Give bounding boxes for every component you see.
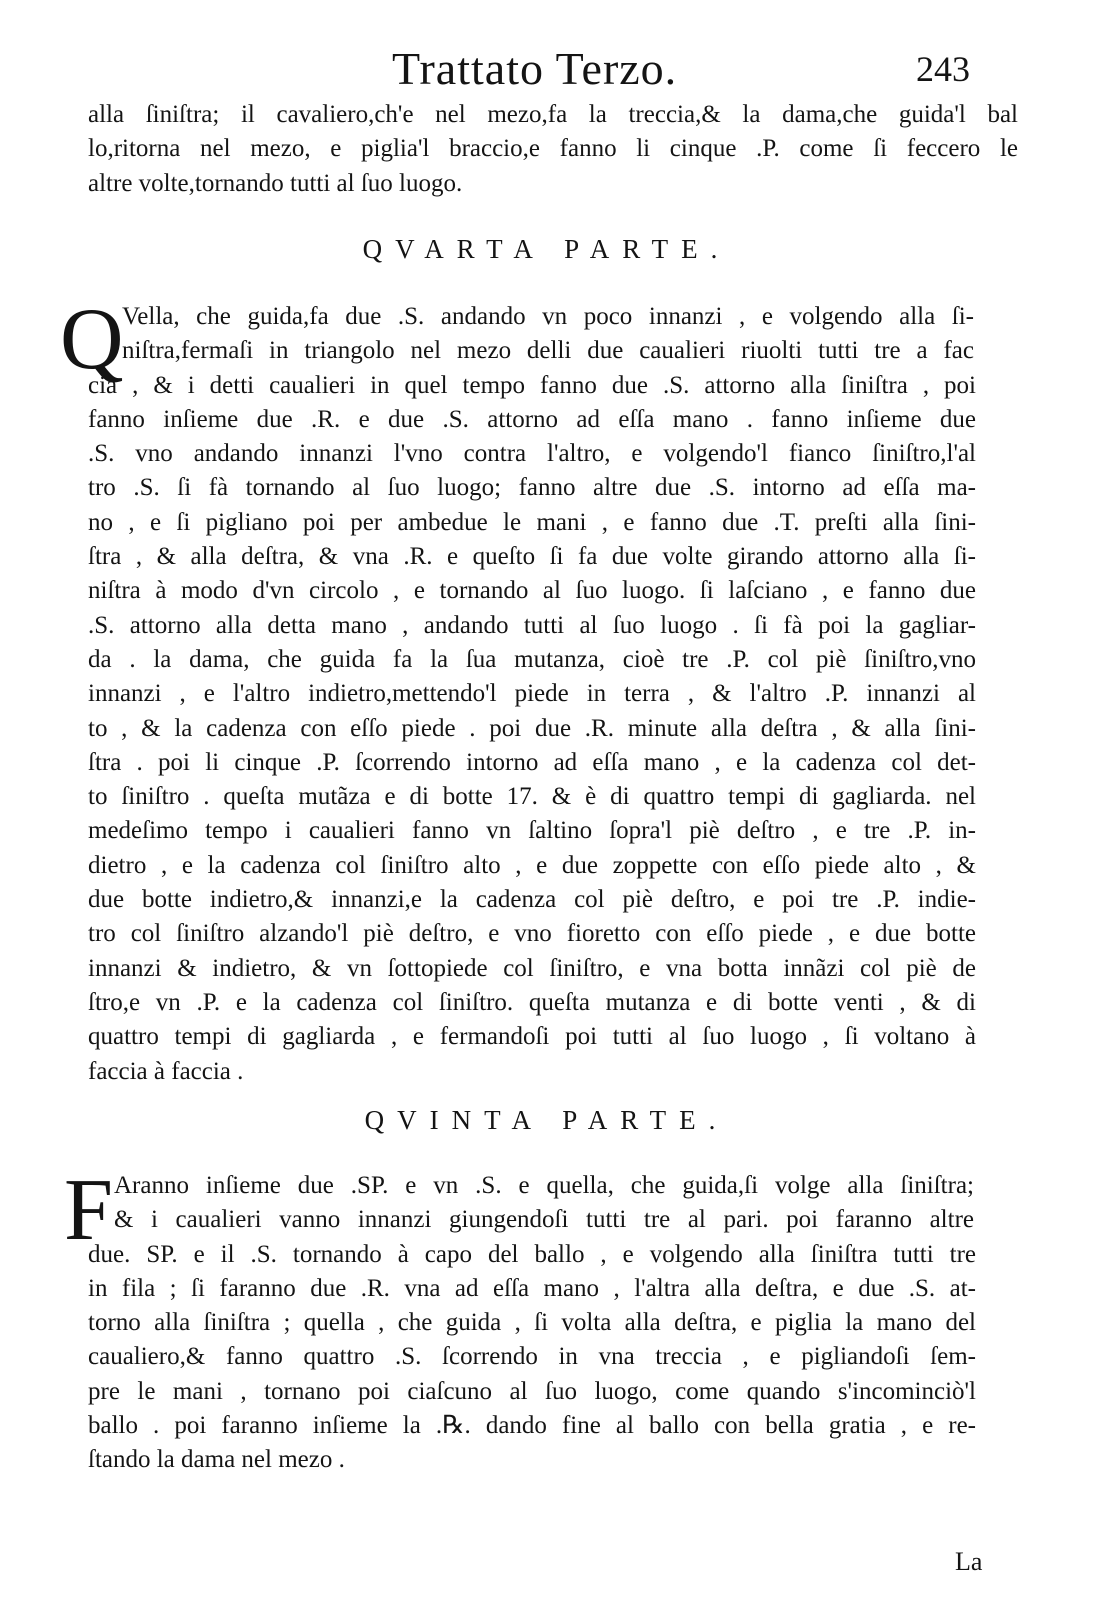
running-title: Trattato Terzo. xyxy=(392,43,678,94)
text-line: in fila ; ſi faranno due .R. vna ad eſſa mano , l'altra alla deſtra, e due .S. at- xyxy=(88,1274,976,1302)
text-line: pre le mani , tornano poi ciaſcuno al ſuo luogo, come quando s'incominciò'l xyxy=(88,1377,976,1405)
drop-cap-f: F xyxy=(64,1162,113,1259)
text-line: torno alla ſiniſtra ; quella , che guida , ſi volta alla deſtra, e piglia la mano del xyxy=(88,1309,976,1337)
text-line: cia , & i detti caualieri in quel tempo fanno due .S. attorno alla ſiniſtra , poi xyxy=(88,371,976,399)
text-line: .S. attorno alla detta mano , andando tutti al ſuo luogo . ſi fà poi la gagliar- xyxy=(88,611,976,639)
text-line: innanzi , e l'altro indietro,mettendo'l piede in terra , & l'altro .P. innanzi al xyxy=(88,680,976,708)
text-line: dietro , e la cadenza col ſiniſtro alto , e due zoppette con eſſo piede alto , & xyxy=(88,851,976,879)
text-line: & i caualieri vanno innanzi giungendoſi tutti tre al pari. poi faranno altre xyxy=(114,1206,974,1234)
text-line: caualiero,& fanno quattro .S. ſcorrendo in vna treccia , e pigliandoſi ſem- xyxy=(88,1343,976,1371)
text-line: ſtra . poi li cinque .P. ſcorrendo intorno ad eſſa mano , e la cadenza col det- xyxy=(88,748,976,776)
text-line: no , e ſi pigliano poi per ambedue le mani , e fanno due .T. preſti alla ſini- xyxy=(88,508,976,536)
text-line: due botte indietro,& innanzi,e la cadenza col piè deſtro, e poi tre .P. indie- xyxy=(88,886,976,914)
text-line: ſtando la dama nel mezo . xyxy=(88,1446,345,1474)
text-line: to , & la cadenza con eſſo piede . poi due .R. minute alla deſtra , & alla ſini- xyxy=(88,714,976,742)
running-head xyxy=(0,42,1093,102)
text-line: .S. vno andando innanzi l'vno contra l'altro, e volgendo'l fianco ſiniſtro,l'al xyxy=(88,440,976,468)
text-line: ſtra , & alla deſtra, & vna .R. e queſto ſi fa due volte girando attorno alla ſi- xyxy=(88,543,976,571)
text-line: tro col ſiniſtro alzando'l piè deſtro, e vno fioretto con eſſo piede , e due botte xyxy=(88,920,976,948)
text-line: niſtra à modo d'vn circolo , e tornando al ſuo luogo. ſi laſciano , e fanno due xyxy=(88,577,976,605)
section4-indented-lines xyxy=(122,300,974,369)
text-line: medeſimo tempo i caualieri fanno vn ſaltino ſopra'l piè deſtro , e tre .P. in- xyxy=(88,817,976,845)
text-line: da . la dama, che guida fa la ſua mutanza, cioè tre .P. col piè ſiniſtro,vno xyxy=(88,645,976,673)
continuation-paragraph xyxy=(88,98,1018,201)
text-line: Aranno inſieme due .SP. e vn .S. e quella, che guida,ſi volge alla ſiniſtra; xyxy=(114,1172,974,1199)
text-line: niſtra,fermaſi in triangolo nel mezo delli due caualieri riuolti tutti tre a fac xyxy=(122,337,974,365)
section5-indented-lines xyxy=(114,1169,974,1238)
text-line: Vella, che guida,fa due .S. andando vn poco innanzi , e volgendo alla ſi- xyxy=(122,303,974,330)
text-line: ſtro,e vn .P. e la cadenza col ſiniſtro. queſta mutanza e di botte venti , & di xyxy=(88,988,976,1016)
text-line: quattro tempi di gagliarda , e fermandoſi poi tutti al ſuo luogo , ſi voltano à xyxy=(88,1023,976,1051)
catchword: La xyxy=(955,1547,983,1576)
text-line: faccia à faccia . xyxy=(88,1057,244,1085)
section4-paragraph xyxy=(88,369,976,1089)
drop-cap-q: Q xyxy=(60,291,124,388)
section-heading-quinta-parte: QVINTA PARTE. xyxy=(364,1105,729,1135)
text-line: alla ſiniſtra; il cavaliero,ch'e nel mezo,fa la treccia,& la dama,che guida'l bal xyxy=(88,101,1018,128)
text-line: tro .S. ſi fà tornando al ſuo luogo; fanno altre due .S. intorno ad eſſa ma- xyxy=(88,474,976,502)
text-line: innanzi & indietro, & vn ſottopiede col ſiniſtro, e vna botta innãzi col piè de xyxy=(88,954,976,982)
text-line: to ſiniſtro . queſta mutãza e di botte 17. & è di quattro tempi di gagliarda. nel xyxy=(88,783,976,811)
page-number: 243 xyxy=(916,49,970,89)
text-line: altre volte,tornando tutti al ſuo luogo. xyxy=(88,169,463,197)
section5-paragraph xyxy=(88,1238,976,1478)
text-line: lo,ritorna nel mezo, e piglia'l braccio,e fanno li cinque .P. come ſi feccero le xyxy=(88,135,1018,163)
text-line: due. SP. e il .S. tornando à capo del ballo , e volgendo alla ſiniſtra tutti tre xyxy=(88,1240,976,1268)
text-line: ballo . poi faranno inſieme la .℞. dando fine al ballo con bella gratia , e re- xyxy=(88,1412,976,1440)
section-heading-quarta-parte: QVARTA PARTE. xyxy=(362,234,731,264)
text-line: fanno inſieme due .R. e due .S. attorno ad eſſa mano . fanno inſieme due xyxy=(88,405,976,433)
